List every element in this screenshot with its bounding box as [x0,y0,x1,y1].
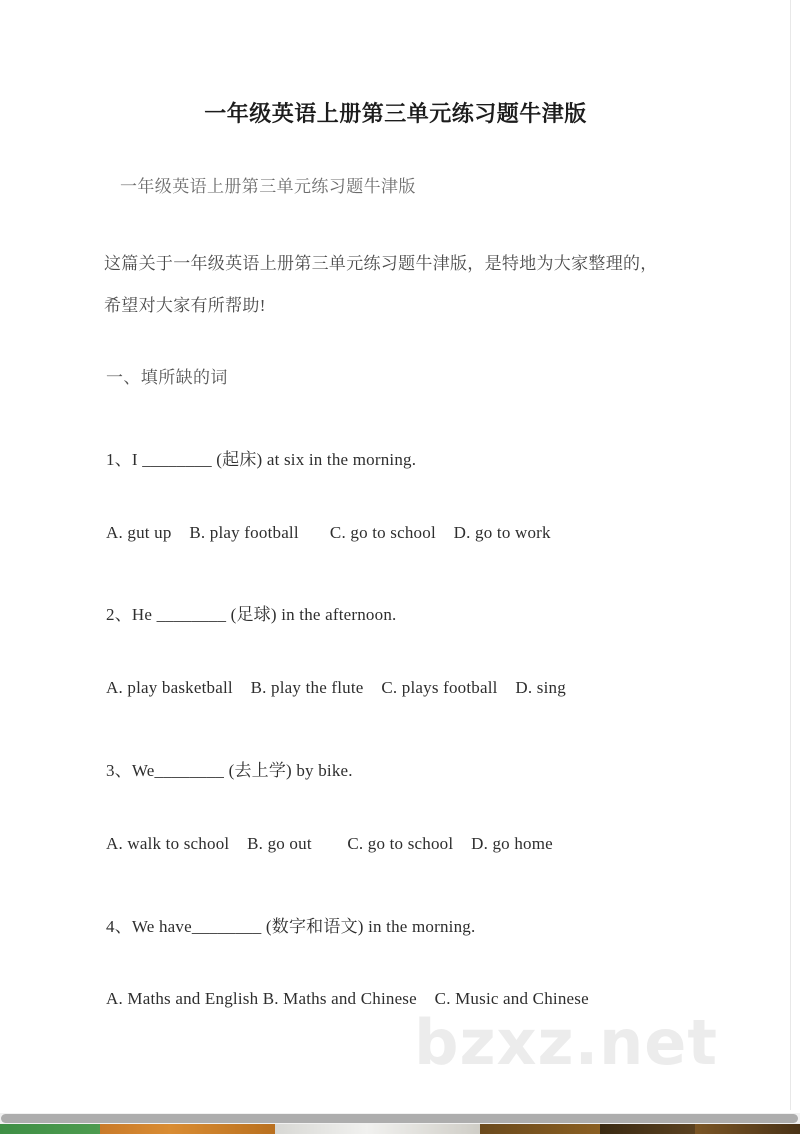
document-subtitle: 一年级英语上册第三单元练习题牛津版 [120,177,416,196]
strip-segment-brown-2 [695,1124,800,1134]
horizontal-scrollbar[interactable] [0,1113,800,1124]
question-3-prompt: 3、We________ (去上学) by bike. [106,761,353,780]
next-page-preview-strip [0,1124,800,1134]
section-heading-fill-in-words: 一、填所缺的词 [106,368,228,387]
strip-segment-dark [600,1124,695,1134]
question-2-options: A. play basketball B. play the flute C. plays football D. sing [106,678,566,697]
strip-segment-brown-1 [480,1124,600,1134]
strip-segment-orange [100,1124,275,1134]
question-3-options: A. walk to school B. go out C. go to school D. go home [106,834,553,853]
strip-segment-light [275,1124,480,1134]
question-4-prompt: 4、We have________ (数字和语文) in the morning. [106,917,476,936]
page-title: 一年级英语上册第三单元练习题牛津版 [204,102,587,127]
question-2-prompt: 2、He ________ (足球) in the afternoon. [106,605,397,624]
watermark-text: bzxz.net [414,1006,718,1079]
intro-paragraph-line-2: 希望对大家有所帮助! [104,296,266,315]
question-4-options: A. Maths and English B. Maths and Chinese C. Music and Chinese [106,989,589,1008]
horizontal-scrollbar-thumb[interactable] [1,1114,798,1123]
question-1-prompt: 1、I ________ (起床) at six in the morning. [106,450,417,469]
intro-paragraph-line-1: 这篇关于一年级英语上册第三单元练习题牛津版，是特地为大家整理的， [104,254,658,273]
strip-segment-green [0,1124,100,1134]
question-1-options: A. gut up B. play football C. go to school D. go to work [106,523,551,542]
